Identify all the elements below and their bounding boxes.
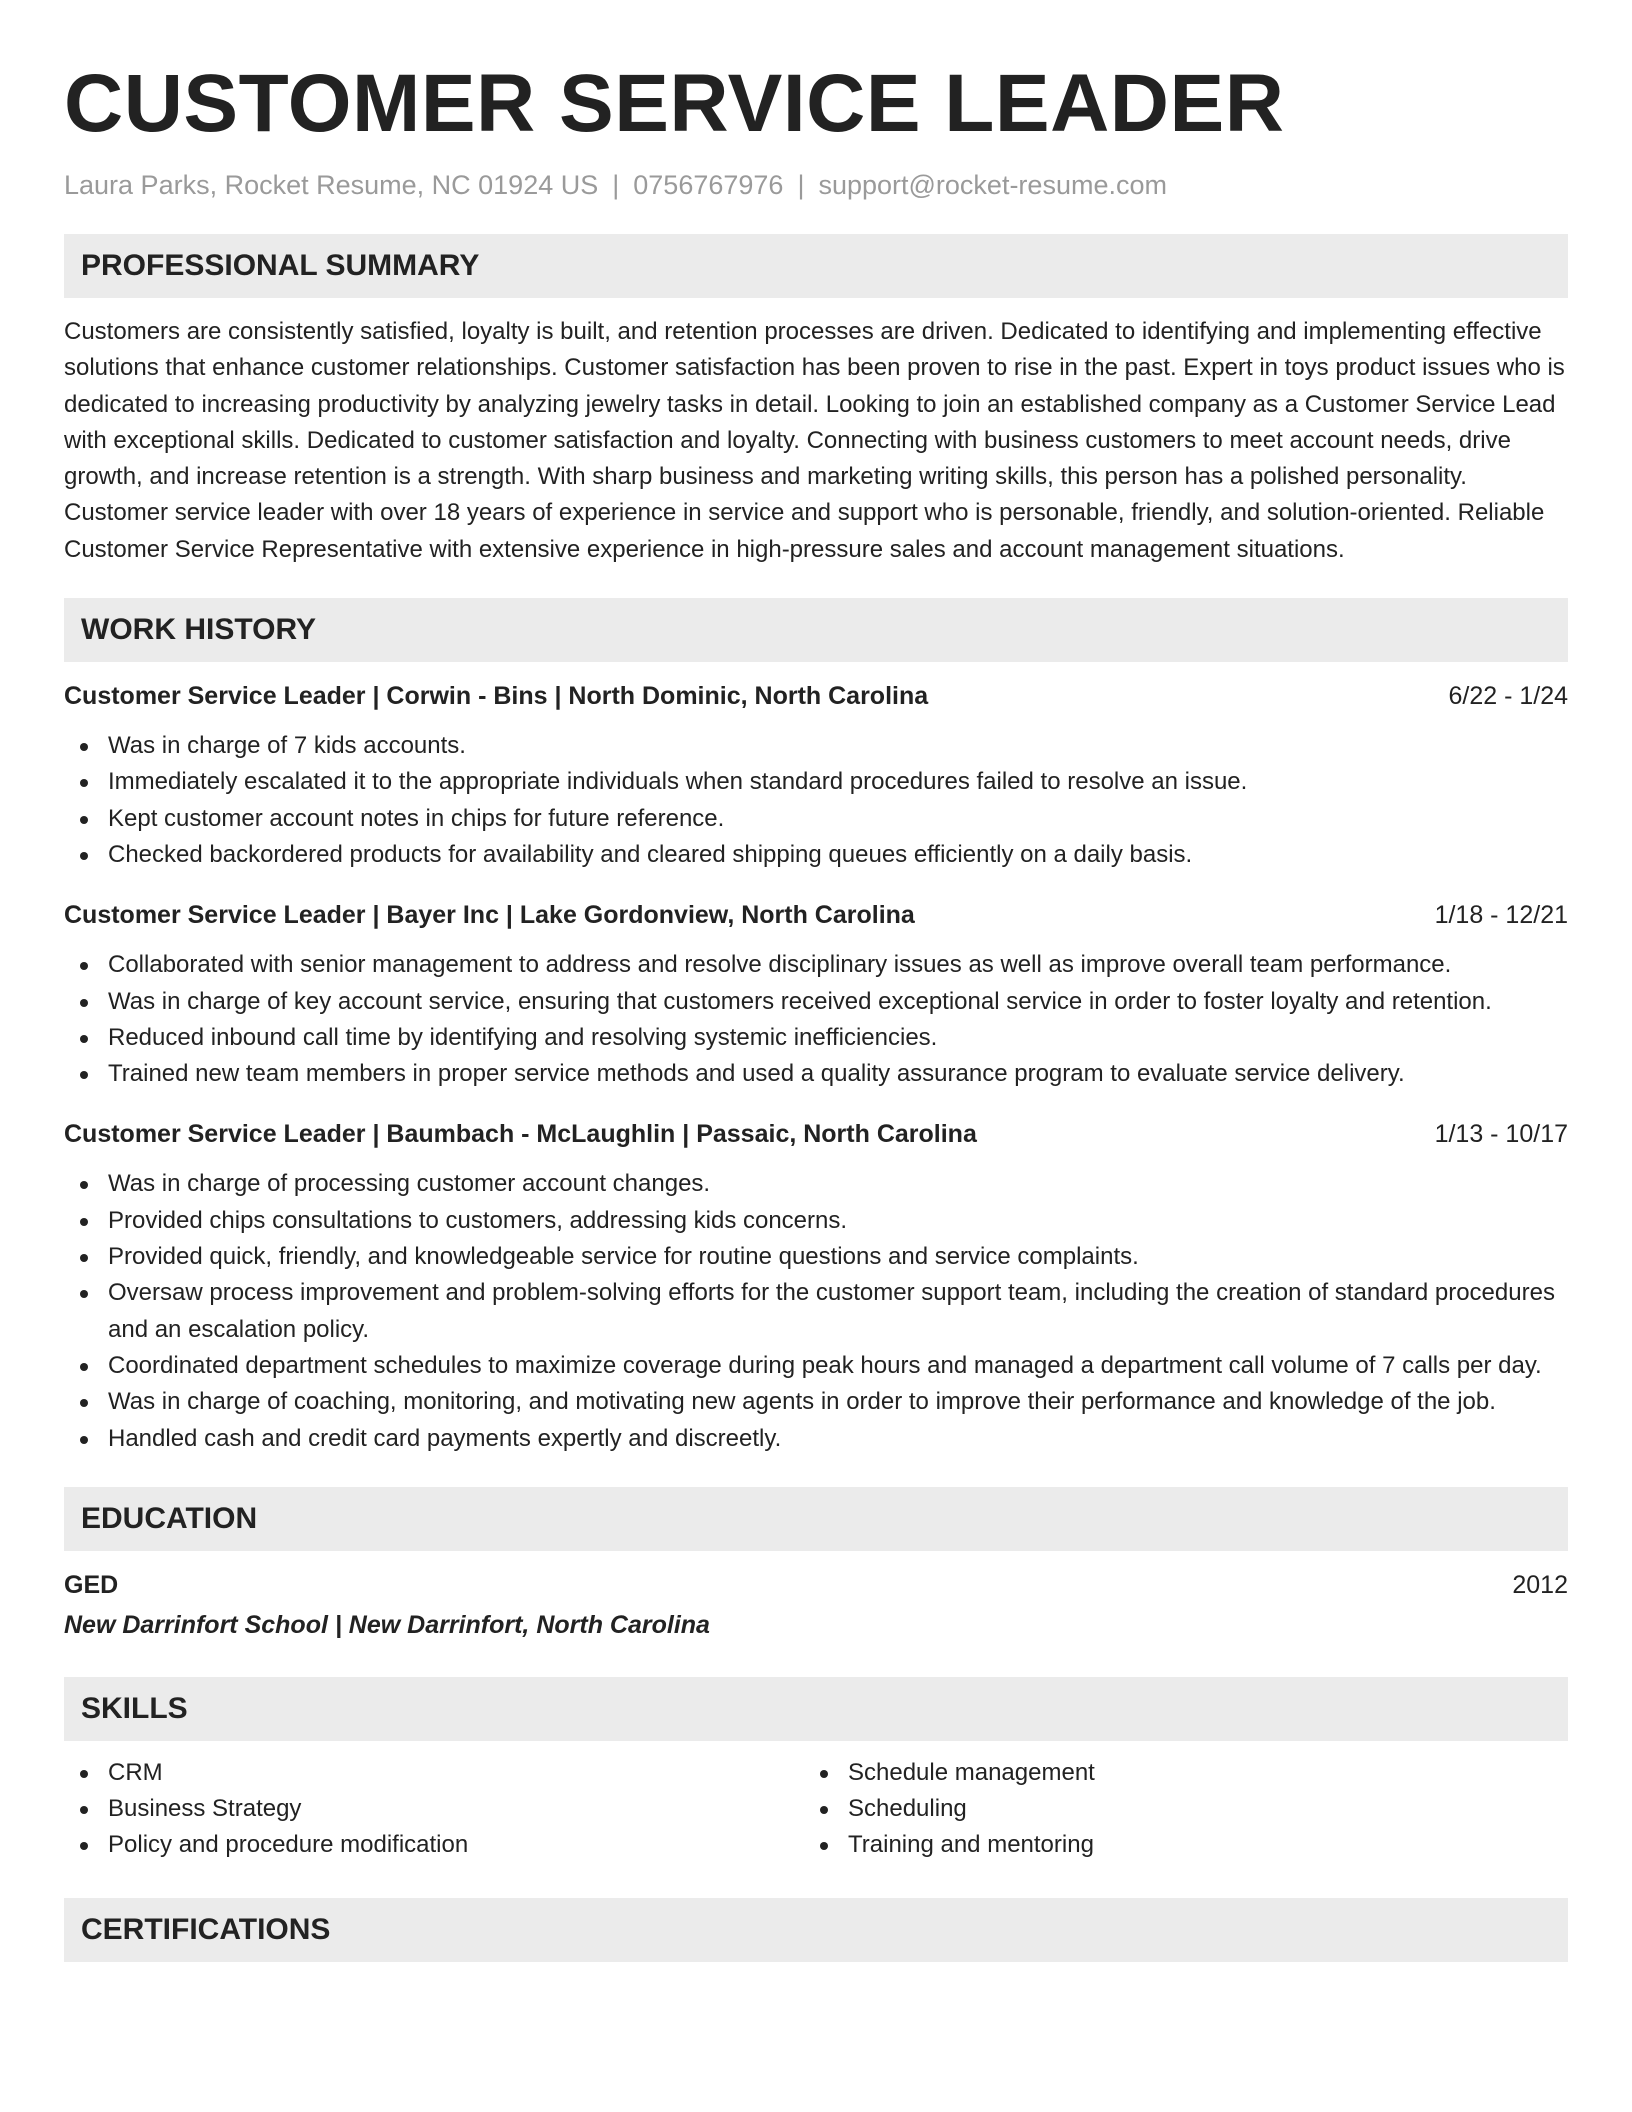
bullet-icon xyxy=(80,1181,88,1189)
skills-column-right xyxy=(804,1755,1544,1864)
bullet-text: Handled cash and credit card payments expertly and discreetly. xyxy=(108,1424,782,1452)
resume-title: CUSTOMER SERVICE LEADER xyxy=(64,58,1285,149)
bullet-icon xyxy=(820,1770,828,1778)
contact-separator: | xyxy=(797,170,805,200)
job-bullets xyxy=(64,947,1568,1092)
section-header-certifications: CERTIFICATIONS xyxy=(64,1898,1568,1962)
skill-text: Scheduling xyxy=(848,1795,967,1823)
bullet-text: Was in charge of processing customer account changes. xyxy=(108,1170,711,1198)
job-header xyxy=(64,897,1568,933)
education-year: 2012 xyxy=(1512,1570,1568,1599)
list-item xyxy=(804,1791,1544,1827)
list-item xyxy=(64,837,1568,873)
list-item xyxy=(64,1056,1568,1092)
skills-list xyxy=(64,1755,1568,1864)
list-item xyxy=(64,801,1568,837)
bullet-text: Checked backordered products for availability and cleared shipping queues efficiently on a daily basis. xyxy=(108,840,1193,868)
skill-text: Business Strategy xyxy=(108,1795,302,1823)
bullet-icon xyxy=(820,1842,828,1850)
list-item xyxy=(64,1275,1568,1348)
list-item xyxy=(64,1755,804,1791)
bullet-text: Was in charge of key account service, ensuring that customers received exceptional service in order to foster loyalty and retention. xyxy=(108,987,1492,1015)
skill-text: Training and mentoring xyxy=(848,1831,1094,1859)
bullet-icon xyxy=(80,1436,88,1444)
job-entry xyxy=(64,1116,1568,1456)
list-item xyxy=(64,764,1568,800)
skill-text: CRM xyxy=(108,1758,163,1786)
summary-text: Customers are consistently satisfied, loyalty is built, and retention processes are driven. Dedicated to identifying and implementing effective solutions that enhance customer relationships. Customer satisfaction has been proven to rise in the past. Expert in toys product issues who is dedicated to increasing productivity by analyzing jewelry tasks in detail. Looking to join an established company as a Customer Service Lead with exceptional skills. Dedicated to customer satisfaction and loyalty. Connecting with business customers to meet account needs, drive growth, and increase retention is a strength. With sharp business and marketing writing skills, this person has a polished personality. Customer service leader with over 18 years of experience in service and support who is personable, friendly, and solution-oriented. Reliable Customer Service Representative with extensive experience in high-pressure sales and account management situations. xyxy=(64,318,1565,563)
education-header xyxy=(64,1567,1568,1603)
bullet-icon xyxy=(80,1218,88,1226)
job-title: Customer Service Leader | Corwin - Bins | North Dominic, North Carolina xyxy=(64,682,929,711)
job-dates: 6/22 - 1/24 xyxy=(1448,682,1568,711)
bullet-icon xyxy=(80,1254,88,1262)
section-header-education: EDUCATION xyxy=(64,1487,1568,1551)
bullet-text: Trained new team members in proper service methods and used a quality assurance program to evaluate service delivery. xyxy=(108,1060,1405,1088)
bullet-text: Coordinated department schedules to maximize coverage during peak hours and managed a department call volume of 7 calls per day. xyxy=(108,1351,1542,1379)
list-item xyxy=(64,1166,1568,1202)
bullet-icon xyxy=(80,852,88,860)
list-item xyxy=(64,1020,1568,1056)
bullet-icon xyxy=(80,743,88,751)
job-entry xyxy=(64,678,1568,873)
bullet-icon xyxy=(80,1770,88,1778)
bullet-icon xyxy=(80,1035,88,1043)
list-item xyxy=(64,728,1568,764)
bullet-text: Collaborated with senior management to address and resolve disciplinary issues as well as improve overall team performance. xyxy=(108,951,1452,979)
job-bullets xyxy=(64,1166,1568,1456)
bullet-icon xyxy=(80,1842,88,1850)
list-item xyxy=(804,1827,1544,1863)
section-header-skills: SKILLS xyxy=(64,1677,1568,1741)
bullet-icon xyxy=(80,962,88,970)
list-item xyxy=(64,1421,1568,1457)
list-item xyxy=(64,1384,1568,1420)
contact-address: Laura Parks, Rocket Resume, NC 01924 US xyxy=(64,170,599,200)
bullet-text: Was in charge of coaching, monitoring, and motivating new agents in order to improve their performance and knowledge of the job. xyxy=(108,1388,1496,1416)
job-entry xyxy=(64,897,1568,1092)
contact-email[interactable]: support@rocket-resume.com xyxy=(818,170,1167,200)
bullet-text: Immediately escalated it to the appropriate individuals when standard procedures failed to resolve an issue. xyxy=(108,768,1248,796)
bullet-icon xyxy=(80,1071,88,1079)
list-item xyxy=(64,947,1568,983)
education-school: New Darrinfort School | New Darrinfort, North Carolina xyxy=(64,1610,710,1639)
list-item xyxy=(64,1203,1568,1239)
education-entry xyxy=(64,1567,1568,1643)
bullet-text: Oversaw process improvement and problem-solving efforts for the customer support team, including the creation of standard procedures and an escalation policy. xyxy=(108,1279,1555,1343)
job-bullets xyxy=(64,728,1568,873)
bullet-text: Provided quick, friendly, and knowledgeable service for routine questions and service complaints. xyxy=(108,1243,1139,1271)
bullet-icon xyxy=(820,1806,828,1814)
job-header xyxy=(64,1116,1568,1152)
bullet-icon xyxy=(80,1363,88,1371)
bullet-text: Kept customer account notes in chips for future reference. xyxy=(108,804,725,832)
list-item xyxy=(64,1239,1568,1275)
bullet-icon xyxy=(80,1806,88,1814)
bullet-icon xyxy=(80,999,88,1007)
section-header-work-history: WORK HISTORY xyxy=(64,598,1568,662)
section-header-summary: PROFESSIONAL SUMMARY xyxy=(64,234,1568,298)
job-dates: 1/13 - 10/17 xyxy=(1434,1120,1568,1149)
bullet-icon xyxy=(80,1399,88,1407)
job-title: Customer Service Leader | Baumbach - McLaughlin | Passaic, North Carolina xyxy=(64,1120,977,1149)
list-item xyxy=(64,1791,804,1827)
list-item xyxy=(64,1827,804,1863)
list-item xyxy=(64,984,1568,1020)
skill-text: Schedule management xyxy=(848,1758,1095,1786)
bullet-icon xyxy=(80,816,88,824)
list-item xyxy=(804,1755,1544,1791)
bullet-text: Was in charge of 7 kids accounts. xyxy=(108,732,466,760)
bullet-text: Reduced inbound call time by identifying and resolving systemic inefficiencies. xyxy=(108,1023,938,1051)
job-title: Customer Service Leader | Bayer Inc | Lake Gordonview, North Carolina xyxy=(64,901,915,930)
skills-column-left xyxy=(64,1755,804,1864)
job-dates: 1/18 - 12/21 xyxy=(1434,901,1568,930)
bullet-icon xyxy=(80,779,88,787)
job-header xyxy=(64,678,1568,714)
skill-text: Policy and procedure modification xyxy=(108,1831,469,1859)
bullet-text: Provided chips consultations to customers, addressing kids concerns. xyxy=(108,1206,848,1234)
contact-separator: | xyxy=(612,170,620,200)
list-item xyxy=(64,1348,1568,1384)
contact-line xyxy=(64,168,1568,202)
education-degree: GED xyxy=(64,1570,119,1599)
bullet-icon xyxy=(80,1290,88,1298)
contact-phone: 0756767976 xyxy=(633,170,784,200)
